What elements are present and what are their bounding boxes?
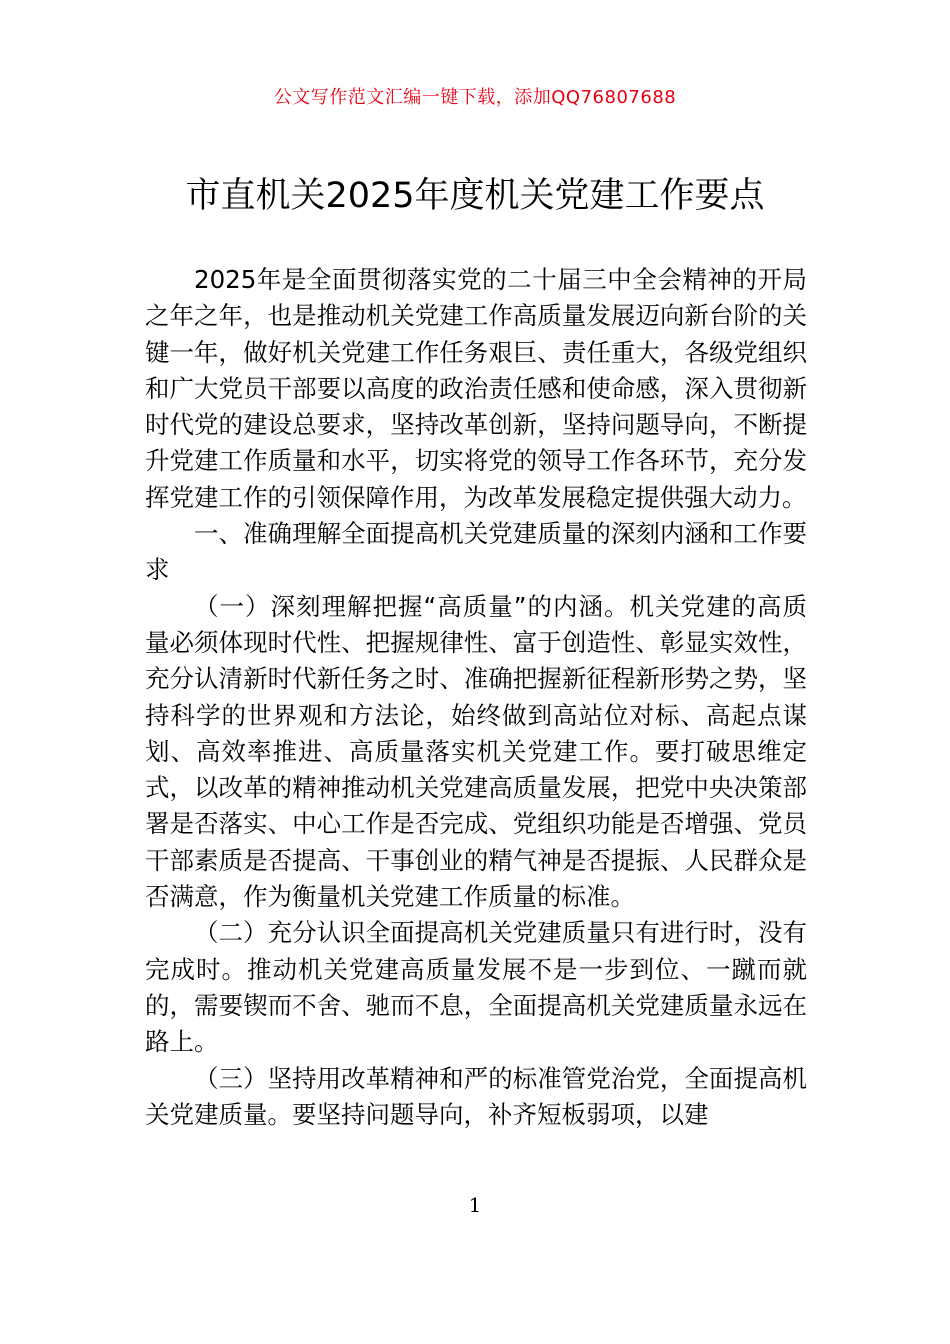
page-number: 1 xyxy=(468,1193,482,1217)
subsection-paragraph-3: （三）坚持用改革精神和严的标准管党治党，全面提高机关党建质量。要坚持问题导向，补齐短板弱项，以建 xyxy=(145,1063,807,1129)
document-body xyxy=(145,262,807,1133)
intro-paragraph: 2025年是全面贯彻落实党的二十届三中全会精神的开局之年之年，也是推动机关党建工作高质量发展迈向新台阶的关键一年，做好机关党建工作任务艰巨、责任重大，各级党组织和广大党员干部要以高度的政治责任感和使命感，深入贯彻新时代党的建设总要求，坚持改革创新，坚持问题导向，不断提升党建工作质量和水平，切实将党的领导工作各环节，充分发挥党建工作的引领保障作用，为改革发展稳定提供强大动力。 xyxy=(145,265,807,512)
subsection-paragraph-1: （一）深刻理解把握“高质量”的内涵。机关党建的高质量必须体现时代性、把握规律性、富于创造性、彰显实效性，充分认清新时代新任务之时、准确把握新征程新形势之势，坚持科学的世界观和方法论，始终做到高站位对标、高起点谋划、高效率推进、高质量落实机关党建工作。要打破思维定式，以改革的精神推动机关党建高质量发展，把党中央决策部署是否落实、中心工作是否完成、党组织功能是否增强、党员干部素质是否提高、干事创业的精气神是否提振、人民群众是否满意，作为衡量机关党建工作质量的标准。 xyxy=(145,591,807,912)
download-promo-note: 公文写作范文汇编一键下载，添加QQ76807688 xyxy=(273,87,677,108)
document-title: 市直机关2025年度机关党建工作要点 xyxy=(185,176,765,216)
subsection-paragraph-2: （二）充分认识全面提高机关党建质量只有进行时，没有完成时。推动机关党建高质量发展不是一步到位、一蹴而就的，需要锲而不舍、驰而不息，全面提高机关党建质量永远在路上。 xyxy=(145,918,807,1057)
section-heading-1: 一、准确理解全面提高机关党建质量的深刻内涵和工作要求 xyxy=(145,519,807,585)
